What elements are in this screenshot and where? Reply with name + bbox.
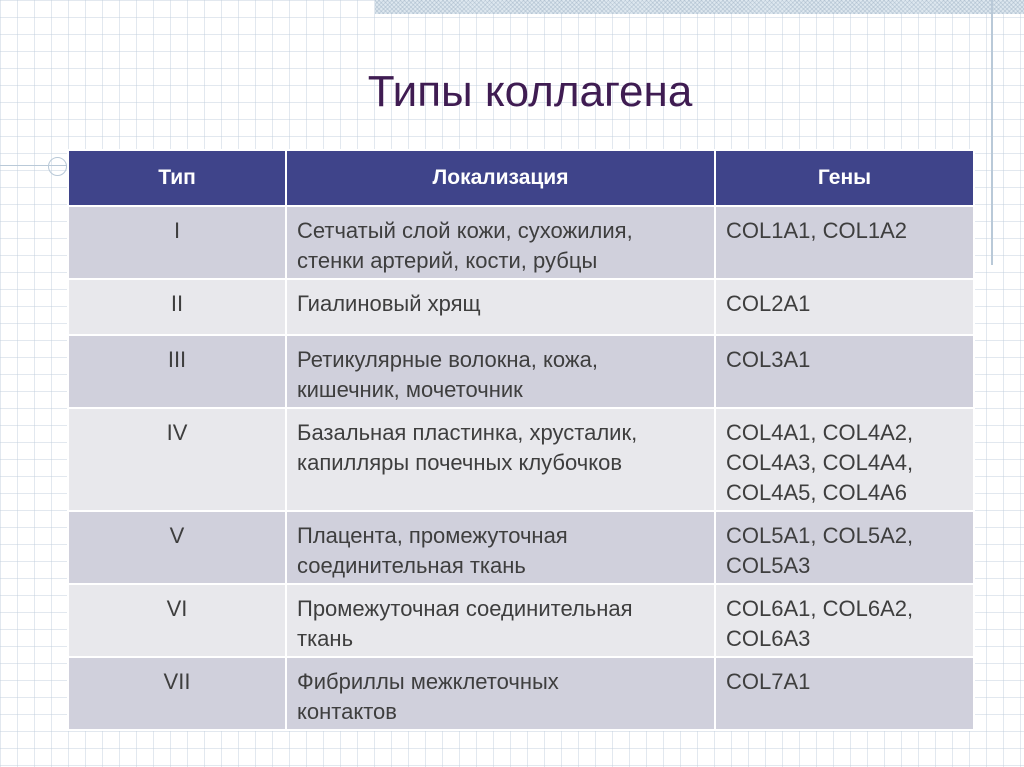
genes-line: COL3A1 [726,347,811,372]
genes-line: COL6A1, COL6A2, [726,596,914,621]
type-cell: VII [68,657,286,730]
localization-cell [286,335,715,408]
localization-line: соединительная ткань [297,553,526,578]
decorative-right-rule [991,0,993,265]
table-row [68,279,974,335]
localization-line: Ретикулярные волокна, кожа, [297,347,598,372]
genes-line: COL5A3 [726,553,811,578]
type-cell: VI [68,584,286,657]
genes-cell [715,335,974,408]
localization-line: Фибриллы межклеточных [297,669,559,694]
header-type: Тип [68,150,286,206]
type-cell: V [68,511,286,584]
genes-line: COL5A1, COL5A2, [726,523,914,548]
type-cell: III [68,335,286,408]
localization-line: стенки артерий, кости, рубцы [297,248,598,273]
genes-cell [715,408,974,511]
decorative-top-band [375,0,1024,14]
genes-line: COL4A5, COL4A6 [726,480,907,505]
genes-line: COL4A3, COL4A4, [726,450,914,475]
decorative-circle-icon [48,157,67,176]
table-body [68,206,974,730]
localization-line: капилляры почечных клубочков [297,450,623,475]
localization-line: Базальная пластинка, хрусталик, [297,420,638,445]
localization-line: Гиалиновый хрящ [297,291,481,316]
table-row [68,206,974,279]
table-row [68,408,974,511]
localization-line: контактов [297,699,397,724]
localization-cell [286,511,715,584]
type-cell: II [68,279,286,335]
header-row [68,150,974,206]
type-cell: IV [68,408,286,511]
localization-cell [286,657,715,730]
genes-cell [715,511,974,584]
table-row [68,511,974,584]
type-cell: I [68,206,286,279]
genes-cell [715,206,974,279]
localization-cell [286,206,715,279]
localization-line: Промежуточная соединительная [297,596,633,621]
localization-line: Сетчатый слой кожи, сухожилия, [297,218,633,243]
genes-line: COL4A1, COL4A2, [726,420,914,445]
localization-cell [286,584,715,657]
localization-line: Плацента, промежуточная [297,523,568,548]
slide-title: Типы коллагена [367,67,693,116]
genes-line: COL7A1 [726,669,811,694]
localization-cell [286,279,715,335]
table-row [68,657,974,730]
header-localization: Локализация [286,150,715,206]
localization-line: ткань [297,626,354,651]
localization-line: кишечник, мочеточник [297,377,523,402]
header-genes: Гены [715,150,974,206]
genes-line: COL2A1 [726,291,811,316]
localization-cell [286,408,715,511]
collagen-types-table [67,149,975,731]
genes-cell [715,657,974,730]
table-row [68,335,974,408]
genes-line: COL1A1, COL1A2 [726,218,907,243]
table-row [68,584,974,657]
genes-line: COL6A3 [726,626,811,651]
table-header [68,150,974,206]
genes-cell [715,279,974,335]
genes-cell [715,584,974,657]
